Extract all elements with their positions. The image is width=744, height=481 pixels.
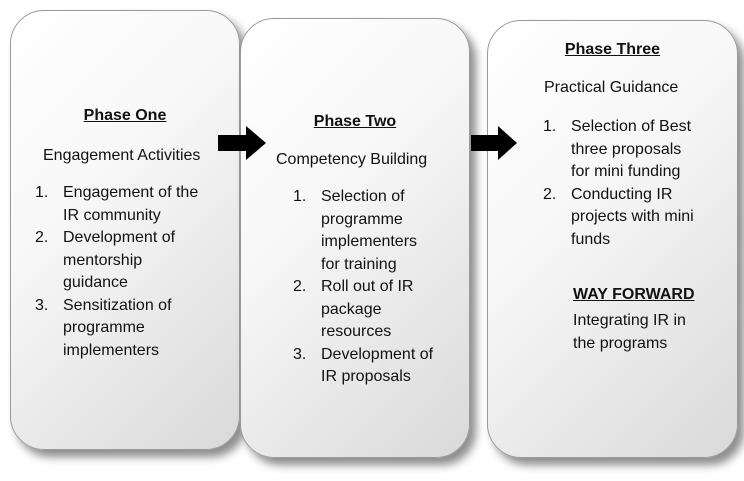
list-item-text [63,227,235,295]
list-item-line: Development of [321,345,434,363]
way-forward-line: the programs [573,335,668,352]
list-item-line: mentorship [63,251,143,269]
list-item-text [571,116,733,184]
list-item-number: 2. [543,185,557,203]
list-item-text [321,276,463,344]
list-item-number: 2. [35,229,49,246]
list-item-text [321,186,463,276]
phase-one-title: Phase One [83,107,167,124]
list-item-line: package [321,300,382,318]
list-item-line: resources [321,323,392,340]
list-item-line: implementers [321,233,418,250]
list-item-line: programme [63,319,145,336]
list-item-number: 3. [293,345,307,363]
right-arrow-icon [471,126,517,160]
list-item-text [571,184,733,252]
list-item-line: Selection of [321,188,405,205]
list-item-line: for training [321,255,397,273]
list-item-text [63,295,235,363]
list-item [543,116,733,184]
list-item-number: 1. [35,184,49,201]
list-item-line: Conducting IR [571,185,673,203]
phase-one-box [10,10,240,450]
phase-one-list [35,182,235,362]
list-item-line: Engagement of the [63,184,199,201]
phase-three-box [487,20,738,458]
list-item [293,344,463,389]
right-arrow-icon [218,126,266,160]
list-item-text [63,182,235,227]
list-item-line: for mini funding [571,163,681,180]
list-item [543,184,733,252]
list-item [35,295,235,363]
phase-two-subtitle: Competency Building [276,151,428,168]
list-item-line: projects with mini [571,208,694,225]
phase-two-title: Phase Two [313,113,397,130]
phase-three-title: Phase Three [564,41,661,58]
list-item [35,227,235,295]
list-item-line: Roll out of IR [321,278,414,295]
list-item [293,186,463,276]
list-item-line: implementers [63,341,160,359]
phase-one-subtitle: Engagement Activities [43,147,201,164]
list-item-line: Development of [63,229,176,246]
list-item-line: funds [571,230,611,248]
list-item-number: 1. [543,118,557,135]
way-forward-text [573,309,743,355]
phase-two-list [293,186,463,389]
list-item-number: 3. [35,296,49,314]
list-item-line: programme [321,210,403,228]
list-item-line: Sensitization of [63,296,172,314]
list-item [35,182,235,227]
phase-three-subtitle: Practical Guidance [544,79,679,96]
list-item-line: IR proposals [321,368,411,385]
list-item-line: IR community [63,206,161,224]
way-forward-title: WAY FORWARD [573,286,695,303]
list-item-line: Selection of Best [571,118,692,135]
list-item-line: guidance [63,274,128,291]
list-item-number: 2. [293,278,307,295]
list-item-number: 1. [293,188,307,205]
phase-three-list [543,116,733,251]
way-forward-line: Integrating IR in [573,312,686,329]
list-item-line: three proposals [571,140,682,158]
list-item [293,276,463,344]
phase-two-box [240,18,470,458]
list-item-text [321,344,463,389]
